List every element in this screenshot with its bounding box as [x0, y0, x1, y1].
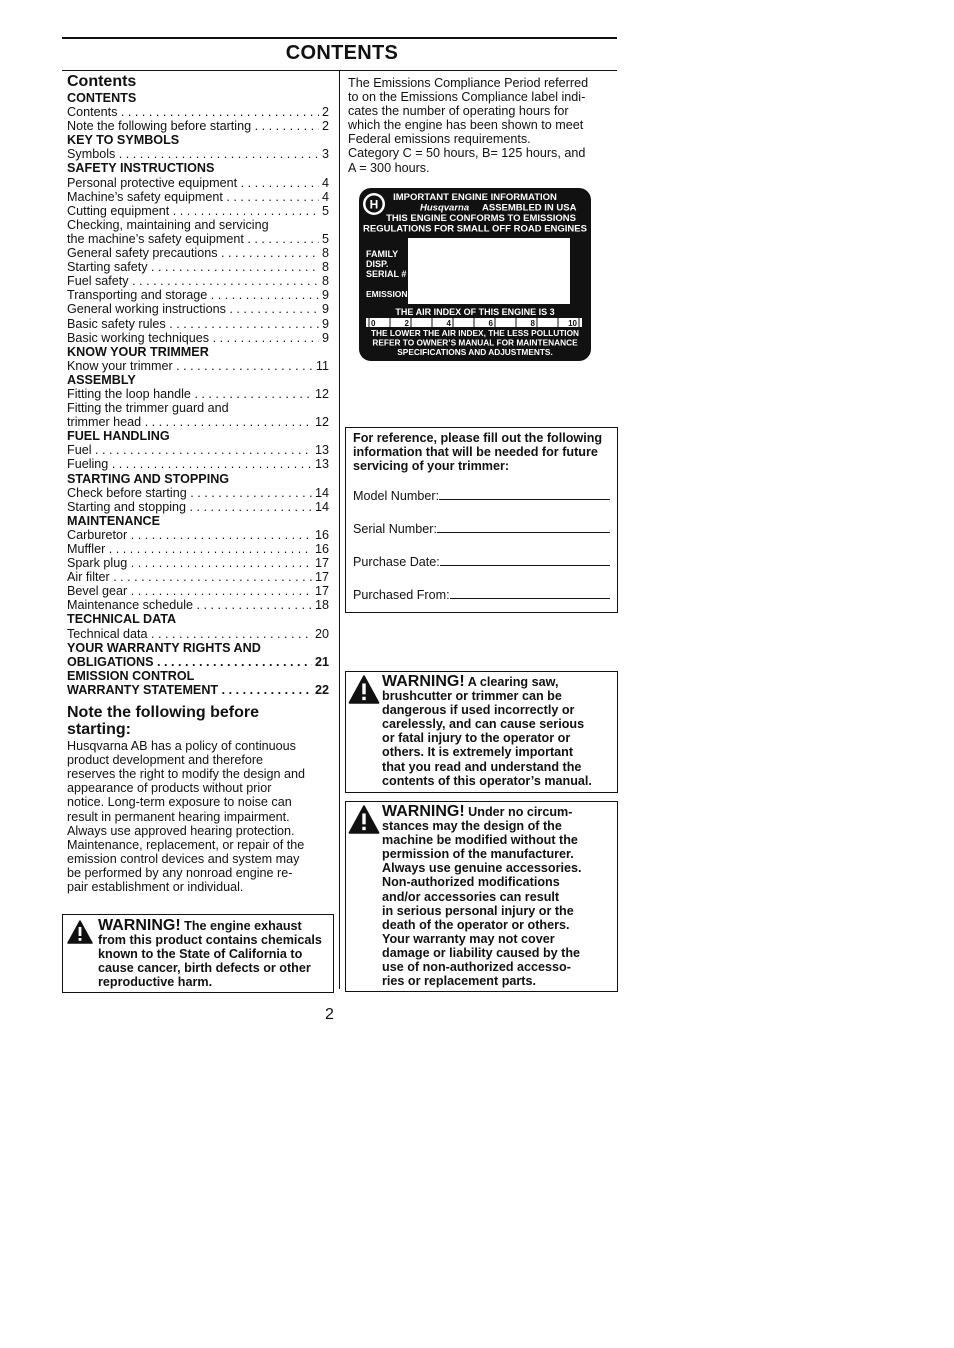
toc-entry-page: 20 [314, 626, 329, 641]
warning-line: damage or liability caused by the [382, 945, 581, 960]
emissions-line: which the engine has been shown to meet [348, 118, 584, 133]
toc-entry-page: 17 [314, 556, 329, 571]
air-index-scale-label: 4 [446, 319, 451, 328]
toc-entry-title: Transporting and storage [67, 288, 208, 303]
toc-entry-title: Muffler [67, 542, 106, 556]
warning-line: Non-authorized modifications [382, 875, 560, 890]
emissions-line: to on the Emissions Compliance label indi- [348, 90, 586, 105]
toc-entry [67, 570, 329, 584]
toc-entry-title: OBLIGATIONS [67, 654, 154, 669]
warning-line: dangerous if used incorrectly or [382, 703, 575, 718]
warning-first-line: A clearing saw, [467, 675, 559, 689]
toc-entry-page: 9 [321, 330, 329, 345]
page-title: CONTENTS [285, 42, 399, 64]
purchased-from-field[interactable] [353, 588, 610, 602]
note-body-line: pair establishment or individual. [67, 879, 244, 894]
toc-entry-title: Fuel [67, 443, 92, 458]
toc-entry-title: General safety precautions [67, 246, 218, 261]
toc-entry-page: 9 [321, 288, 329, 303]
serial-number-line[interactable] [437, 522, 610, 533]
toc-section-heading: STARTING AND STOPPING [67, 471, 230, 486]
emissions-line: Federal emissions requirements. [348, 132, 531, 147]
toc-leader-dots [151, 260, 319, 274]
toc-entry-page: 17 [314, 570, 329, 585]
warning-line: brushcutter or trimmer can be [382, 689, 562, 704]
reference-intro-line: servicing of your trimmer: [353, 459, 510, 474]
toc-entry-page: 14 [314, 499, 329, 514]
toc-text-line: Checking, maintaining and servicing [67, 217, 269, 232]
toc-entry [67, 190, 329, 204]
note-body-line: appearance of products without prior [67, 781, 272, 796]
warning-box-operator-manual [345, 671, 618, 793]
toc-entry [67, 486, 329, 500]
warning-line: carelessly, and can cause serious [382, 717, 585, 732]
toc-entry-title: Symbols [67, 147, 116, 162]
toc-entry-title: Starting and stopping [67, 499, 187, 514]
toc-entry [67, 147, 329, 161]
toc-entry-title: Check before starting [67, 485, 187, 500]
toc-entry-page: 13 [314, 457, 329, 472]
toc-entry-title: Bevel gear [67, 584, 128, 599]
toc-entry-page: 9 [321, 302, 329, 317]
emissions-paragraph [348, 76, 610, 175]
air-index-scale-label: 2 [404, 319, 409, 328]
toc-leader-dots [113, 570, 312, 584]
toc-entry [67, 542, 329, 556]
toc-section-heading: KNOW YOUR TRIMMER [67, 344, 209, 359]
warning-line: reproductive harm. [98, 975, 213, 990]
toc-leader-dots [95, 443, 312, 457]
toc-entry-page: 22 [314, 682, 329, 697]
toc-leader-dots [151, 627, 312, 641]
warning-triangle-icon [348, 675, 380, 704]
note-body-line: result in permanent hearing impairment. [67, 809, 290, 824]
model-number-label: Model Number: [353, 489, 440, 503]
toc-entry-page: 9 [321, 316, 329, 331]
toc-section-heading: TECHNICAL DATA [67, 612, 177, 627]
warning-triangle-icon [348, 805, 380, 834]
svg-text:H: H [369, 197, 379, 212]
toc-entry-page: 8 [321, 260, 329, 275]
toc-entry-page: 14 [314, 485, 329, 500]
note-body-line: Maintenance, replacement, or repair of the [67, 837, 305, 852]
label-field: EMISSION [366, 289, 408, 299]
toc-leader-dots [229, 302, 319, 316]
reference-form [345, 427, 618, 613]
toc-entry-page: 5 [321, 231, 329, 246]
emissions-line: cates the number of operating hours for [348, 104, 569, 119]
warning-line: known to the State of California to [98, 947, 303, 962]
purchased-from-line[interactable] [450, 588, 610, 599]
warning-line: and/or accessories can result [382, 889, 560, 904]
toc-section-heading: EMISSION CONTROL [67, 668, 195, 683]
warning-first-line: Under no circum- [468, 805, 573, 819]
toc-entry [67, 683, 329, 697]
label-line: ASSEMBLED IN USA [482, 202, 577, 214]
toc-leader-dots [121, 105, 319, 119]
toc-leader-dots [132, 274, 319, 288]
toc-entry-title: Technical data [67, 626, 148, 641]
warning-line: from this product contains chemicals [98, 933, 322, 948]
toc-entry [67, 302, 329, 316]
engine-emission-label [358, 187, 592, 362]
toc-entry [67, 598, 329, 612]
toc-entry-page: 16 [314, 542, 329, 556]
toc-leader-dots [169, 317, 319, 331]
warning-line: others. It is extremely important [382, 745, 574, 760]
warning-line: Always use genuine accessories. [382, 861, 582, 876]
toc-entry [67, 415, 329, 429]
toc-entry-page: 5 [321, 203, 329, 218]
note-body-line: Always use approved hearing protection. [67, 823, 295, 838]
toc-section-heading: YOUR WARRANTY RIGHTS AND [67, 640, 261, 655]
toc-entry-page: 4 [321, 175, 329, 190]
toc-entry [67, 457, 329, 471]
reference-intro [353, 431, 611, 473]
toc-entry-title: Fitting the loop handle [67, 386, 191, 401]
toc-entry [67, 176, 329, 190]
purchase-date-label: Purchase Date: [353, 555, 440, 569]
label-field: SERIAL # [366, 269, 407, 279]
toc-entry [67, 556, 329, 570]
warning-line: death of the operator or others. [382, 917, 570, 932]
toc-leader-dots [247, 232, 319, 246]
toc-leader-dots [241, 176, 319, 190]
note-body-line: product development and therefore [67, 753, 264, 768]
toc-entry-title: Contents [67, 105, 118, 120]
label-field: FAMILY [366, 249, 399, 259]
warning-line: stances may the design of the [382, 819, 562, 834]
toc-leader-dots [173, 204, 319, 218]
toc-leader-dots [213, 331, 319, 345]
toc-entry [67, 500, 329, 514]
toc-entry-page: 8 [321, 246, 329, 261]
toc-entry-page: 13 [314, 443, 329, 458]
toc-entry-page: 17 [314, 584, 329, 599]
toc-entry [67, 288, 329, 302]
label-line: REFER TO OWNER’S MANUAL FOR MAINTENANCE [372, 337, 578, 348]
warning-line: use of non-authorized accesso- [382, 960, 571, 975]
toc-entry [67, 204, 329, 218]
column-divider [339, 71, 340, 989]
air-index-scale-label: 6 [488, 319, 493, 328]
warning-word: WARNING! [382, 673, 465, 690]
toc-leader-dots [197, 598, 312, 612]
toc-entry-page: 16 [314, 527, 329, 542]
toc-leader-dots [131, 528, 312, 542]
toc-entry [67, 655, 329, 669]
toc-entry-title: Note the following before starting [67, 119, 252, 134]
toc-entry-page: 12 [314, 415, 329, 430]
emissions-line: A = 300 hours. [348, 160, 430, 175]
toc-entry-page: 4 [321, 189, 329, 204]
air-index-scale-label: 8 [530, 319, 535, 328]
toc-entry-title: Spark plug [67, 556, 128, 571]
warning-line: cause cancer, birth defects or other [98, 961, 311, 976]
toc-leader-dots [112, 457, 312, 471]
label-field: DISP. [366, 259, 389, 269]
reference-intro-line: information that will be needed for future [353, 445, 598, 460]
toc-entry [67, 359, 329, 373]
toc-entry-title: the machine’s safety equipment [67, 231, 244, 246]
toc-entry-title: Fuel safety [67, 274, 129, 289]
label-blank-area [408, 238, 570, 304]
model-number-line[interactable] [439, 489, 610, 500]
warning-box-exhaust [62, 914, 334, 993]
label-brand: Husqvarna [420, 202, 470, 214]
purchased-from-label: Purchased From: [353, 588, 450, 602]
note-body [67, 739, 329, 894]
label-line: REGULATIONS FOR SMALL OFF ROAD ENGINES [363, 223, 587, 235]
toc-entry [67, 232, 329, 246]
warning-line: machine be modified without the [382, 833, 578, 848]
toc-leader-dots [221, 246, 319, 260]
toc-entry-page: 18 [314, 598, 329, 613]
toc-entry-page: 12 [314, 386, 329, 401]
toc-leader-dots [157, 655, 312, 669]
toc-section-heading: MAINTENANCE [67, 513, 161, 528]
toc-entry [67, 584, 329, 598]
toc-text-line: Fitting the trimmer guard and [67, 401, 229, 416]
toc-entry-title: Fueling [67, 457, 109, 472]
toc-section-heading: CONTENTS [67, 91, 137, 105]
toc-section-heading: FUEL HANDLING [67, 429, 170, 444]
toc-leader-dots [131, 556, 312, 570]
warning-line: permission of the manufacturer. [382, 847, 574, 862]
toc-entry-title: Maintenance schedule [67, 598, 194, 613]
toc-entry-title: Starting safety [67, 260, 148, 275]
toc-leader-dots [222, 683, 312, 697]
contents-heading: Contents [67, 73, 137, 90]
label-line: SPECIFICATIONS AND ADJUSTMENTS. [397, 347, 553, 357]
emissions-line: Category C = 50 hours, B= 125 hours, and [348, 146, 586, 161]
note-heading-line: starting: [67, 721, 131, 739]
left-column [67, 73, 329, 894]
toc-entry-title: Personal protective equipment [67, 175, 238, 190]
note-heading-line: Note the following before [67, 704, 259, 722]
table-of-contents [67, 91, 329, 697]
purchase-date-line[interactable] [440, 555, 610, 566]
toc-entry [67, 627, 329, 641]
toc-leader-dots [119, 147, 319, 161]
warning-line: contents of this operator’s manual. [382, 773, 592, 788]
toc-entry [67, 274, 329, 288]
toc-entry-title: Know your trimmer [67, 358, 173, 373]
label-line: THIS ENGINE CONFORMS TO EMISSIONS [386, 213, 576, 224]
warning-word: WARNING! [98, 917, 181, 934]
toc-entry-page: 2 [321, 119, 329, 134]
warning-line: ries or replacement parts. [382, 974, 536, 989]
toc-leader-dots [211, 288, 319, 302]
toc-entry [67, 105, 329, 119]
toc-leader-dots [190, 500, 312, 514]
toc-entry-title: General working instructions [67, 302, 226, 317]
serial-number-field[interactable] [353, 522, 610, 536]
model-number-field[interactable] [353, 489, 610, 503]
toc-leader-dots [176, 359, 313, 373]
warning-line: Your warranty may not cover [382, 931, 555, 946]
toc-entry-title: Machine’s safety equipment [67, 189, 223, 204]
note-body-line: be performed by any nonroad engine re- [67, 865, 293, 880]
toc-entry-title: Air filter [67, 570, 110, 585]
warning-line: in serious personal injury or the [382, 903, 574, 918]
toc-entry [67, 119, 329, 133]
toc-entry-page: 11 [315, 358, 329, 373]
label-line: IMPORTANT ENGINE INFORMATION [393, 192, 557, 203]
warning-box-modifications [345, 801, 618, 992]
toc-leader-dots [131, 584, 312, 598]
toc-entry [67, 387, 329, 401]
toc-leader-dots [145, 415, 312, 429]
reference-intro-line: For reference, please fill out the following [353, 431, 603, 445]
toc-entry-title: Basic safety rules [67, 316, 166, 331]
toc-section-heading: KEY TO SYMBOLS [67, 133, 180, 148]
toc-leader-dots [194, 387, 312, 401]
page-number: 2 [325, 1006, 334, 1023]
note-body-line: reserves the right to modify the design and [67, 767, 306, 782]
toc-entry-title: trimmer head [67, 415, 142, 430]
note-heading [67, 704, 329, 738]
toc-entry [67, 317, 329, 331]
purchase-date-field[interactable] [353, 555, 610, 569]
note-body-line: Husqvarna AB has a policy of continuous [67, 739, 296, 754]
warning-first-line: The engine exhaust [184, 919, 302, 933]
toc-entry-title: Carburetor [67, 527, 128, 542]
toc-entry [67, 331, 329, 345]
top-rule [62, 37, 617, 39]
emissions-line: The Emissions Compliance Period referred [348, 76, 589, 90]
toc-entry [67, 246, 329, 260]
toc-leader-dots [109, 542, 312, 556]
toc-leader-dots [190, 486, 312, 500]
toc-entry-title: Cutting equipment [67, 203, 170, 218]
toc-leader-dots [226, 190, 319, 204]
toc-entry-title: Basic working techniques [67, 330, 210, 345]
toc-leader-dots [255, 119, 319, 133]
warning-word: WARNING! [382, 803, 465, 820]
label-line: THE LOWER THE AIR INDEX, THE LESS POLLUTION [370, 328, 580, 338]
toc-entry-page: 2 [321, 105, 329, 120]
note-body-line: notice. Long-term exposure to noise can [67, 795, 292, 810]
serial-number-label: Serial Number: [353, 522, 437, 536]
toc-section-heading: ASSEMBLY [67, 372, 136, 387]
air-index-scale-label: 0 [371, 319, 376, 328]
toc-entry [67, 443, 329, 457]
note-body-line: emission control devices and system may [67, 851, 300, 866]
warning-line: that you read and understand the [382, 759, 582, 774]
toc-entry-page: 8 [321, 274, 329, 289]
label-line: THE AIR INDEX OF THIS ENGINE IS 3 [395, 307, 555, 317]
toc-entry-title: WARRANTY STATEMENT [67, 682, 219, 697]
toc-entry-page: 3 [321, 147, 329, 162]
air-index-scale-label: 10 [568, 319, 577, 328]
toc-entry [67, 528, 329, 542]
warning-triangle-icon [67, 920, 93, 944]
toc-entry-page: 21 [314, 654, 329, 669]
warning-line: or fatal injury to the operator or [382, 731, 571, 746]
toc-entry [67, 260, 329, 274]
toc-section-heading: SAFETY INSTRUCTIONS [67, 161, 215, 176]
